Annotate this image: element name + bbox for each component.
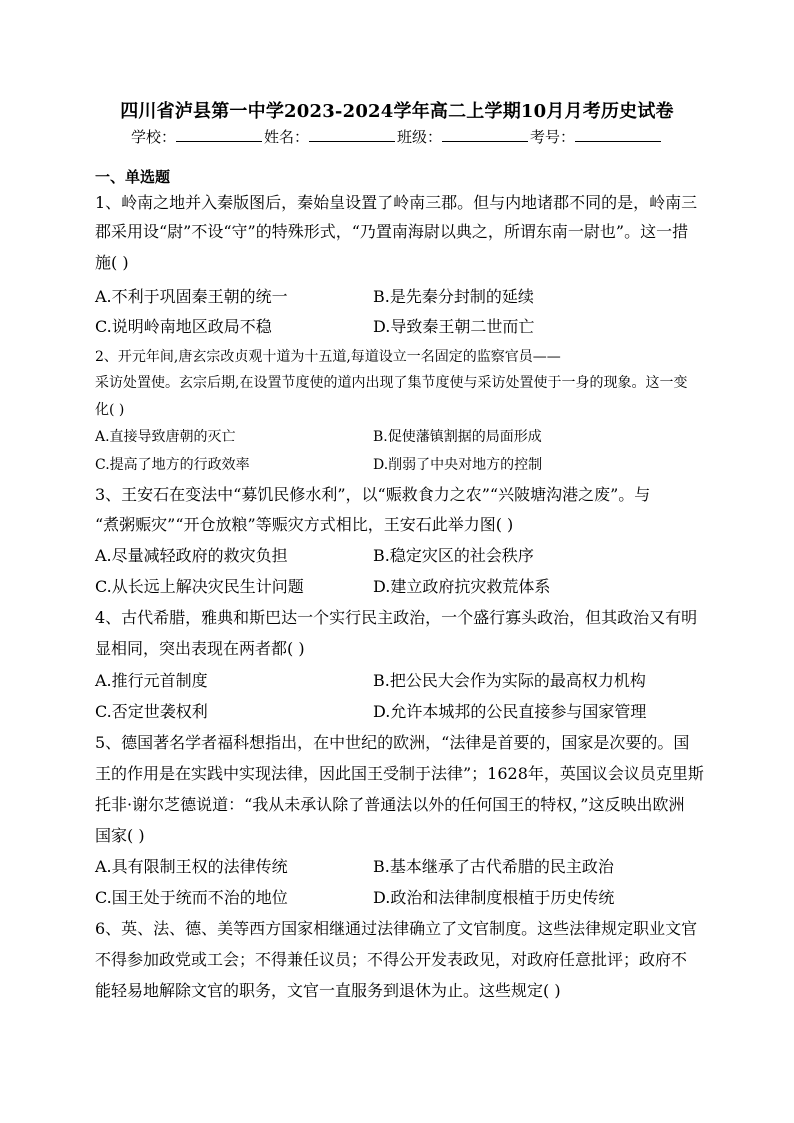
school-blank[interactable] bbox=[176, 127, 262, 142]
question-2-option-d[interactable]: D.削弱了中央对地方的控制 bbox=[373, 457, 543, 473]
question-2-line-3: 化( ) bbox=[95, 402, 125, 418]
question-5-line-1: 5、德国著名学者福科想指出，在中世纪的欧洲，“法律是首要的，国家是次要的。国 bbox=[95, 733, 690, 752]
question-6-line-2: 不得参加政党或工会；不得兼任议员；不得公开发表政见，对政府任意批评；政府不 bbox=[95, 950, 688, 969]
question-5-line-3: 托非·谢尔芝德说道：“我从未承认除了普通法以外的任何国王的特权，”这反映出欧洲 bbox=[95, 795, 685, 814]
question-4-option-d[interactable]: D.允许本城邦的公民直接参与国家管理 bbox=[373, 702, 647, 721]
name-label: 姓名： bbox=[263, 128, 309, 146]
class-blank[interactable] bbox=[442, 127, 528, 142]
question-4-option-b[interactable]: B.把公民大会作为实际的最高权力机构 bbox=[373, 671, 646, 690]
question-4-line-1: 4、古代希腊，雅典和斯巴达一个实行民主政治，一个盛行寡头政治，但其政治又有明 bbox=[95, 608, 698, 627]
question-1-line-2: 郡采用设“尉”不设“守”的特殊形式，“乃置南海尉以典之，所谓东南一尉也”。这一措 bbox=[95, 222, 689, 241]
question-3-option-b[interactable]: B.稳定灾区的社会秩序 bbox=[373, 546, 534, 565]
question-6-line-1: 6、英、法、德、美等西方国家相继通过法律确立了文官制度。这些法律规定职业文官 bbox=[95, 919, 698, 938]
question-5-line-4: 国家( ) bbox=[95, 826, 145, 845]
exam-no-blank[interactable] bbox=[575, 127, 661, 142]
question-1-line-3: 施( ) bbox=[95, 253, 129, 272]
question-2-option-a[interactable]: A.直接导致唐朝的灭亡 bbox=[95, 429, 236, 445]
question-3-line-2: “煮粥赈灾”“开仓放粮”等赈灾方式相比，王安石此举力图( ) bbox=[95, 515, 514, 534]
question-3-option-a[interactable]: A.尽量减轻政府的救灾负担 bbox=[95, 546, 288, 565]
question-5-option-d[interactable]: D.政治和法律制度根植于历史传统 bbox=[373, 888, 615, 907]
question-5-option-c[interactable]: C.国王处于统而不治的地位 bbox=[95, 888, 288, 907]
question-6-line-3: 能轻易地解除文官的职务，文官一直服务到退休为止。这些规定( ) bbox=[95, 981, 561, 1000]
student-info-line bbox=[0, 126, 794, 147]
exam-title: 四川省泸县第一中学2023-2024学年高二上学期10月月考历史试卷 bbox=[120, 101, 674, 122]
question-1-line-1: 1、岭南之地并入秦版图后，秦始皇设置了岭南三郡。但与内地诸郡不同的是，岭南三 bbox=[95, 193, 698, 212]
question-2-option-c[interactable]: C.提高了地方的行政效率 bbox=[95, 457, 250, 473]
question-3-option-c[interactable]: C.从长远上解决灾民生计问题 bbox=[95, 577, 304, 596]
question-5-line-2: 王的作用是在实践中实现法律，因此国王受制于法律”；1628年，英国议会议员克里斯 bbox=[95, 764, 704, 783]
question-2-option-b[interactable]: B.促使藩镇割据的局面形成 bbox=[373, 429, 542, 445]
question-3-line-1: 3、王安石在变法中“募饥民修水利”，以“赈救食力之农”“兴陂塘沟港之废”。与 bbox=[95, 485, 651, 504]
class-label: 班级： bbox=[397, 128, 443, 146]
question-1-option-a[interactable]: A.不利于巩固秦王朝的统一 bbox=[95, 287, 288, 306]
question-3-option-d[interactable]: D.建立政府抗灾救荒体系 bbox=[373, 577, 551, 596]
question-1-option-b[interactable]: B.是先秦分封制的延续 bbox=[373, 287, 534, 306]
section-heading: 一、单选题 bbox=[95, 168, 171, 186]
question-5-option-a[interactable]: A.具有限制王权的法律传统 bbox=[95, 857, 288, 876]
exam-no-label: 考号： bbox=[530, 128, 576, 146]
question-2-line-2: 采访处置使。玄宗后期,在设置节度使的道内出现了集节度使与采访处置使于一身的现象。这一变 bbox=[95, 375, 688, 391]
question-1-option-d[interactable]: D.导致秦王朝二世而亡 bbox=[373, 317, 535, 336]
question-4-line-2: 显相同，突出表现在两者都( ) bbox=[95, 639, 305, 658]
question-4-option-c[interactable]: C.否定世袭权利 bbox=[95, 702, 208, 721]
school-label: 学校： bbox=[130, 128, 176, 146]
question-2-line-1: 2、开元年间,唐玄宗改贞观十道为十五道,每道设立一名固定的监察官员—— bbox=[95, 349, 561, 365]
question-1-option-c[interactable]: C.说明岭南地区政局不稳 bbox=[95, 317, 272, 336]
name-blank[interactable] bbox=[309, 127, 395, 142]
question-5-option-b[interactable]: B.基本继承了古代希腊的民主政治 bbox=[373, 857, 614, 876]
question-4-option-a[interactable]: A.推行元首制度 bbox=[95, 671, 208, 690]
